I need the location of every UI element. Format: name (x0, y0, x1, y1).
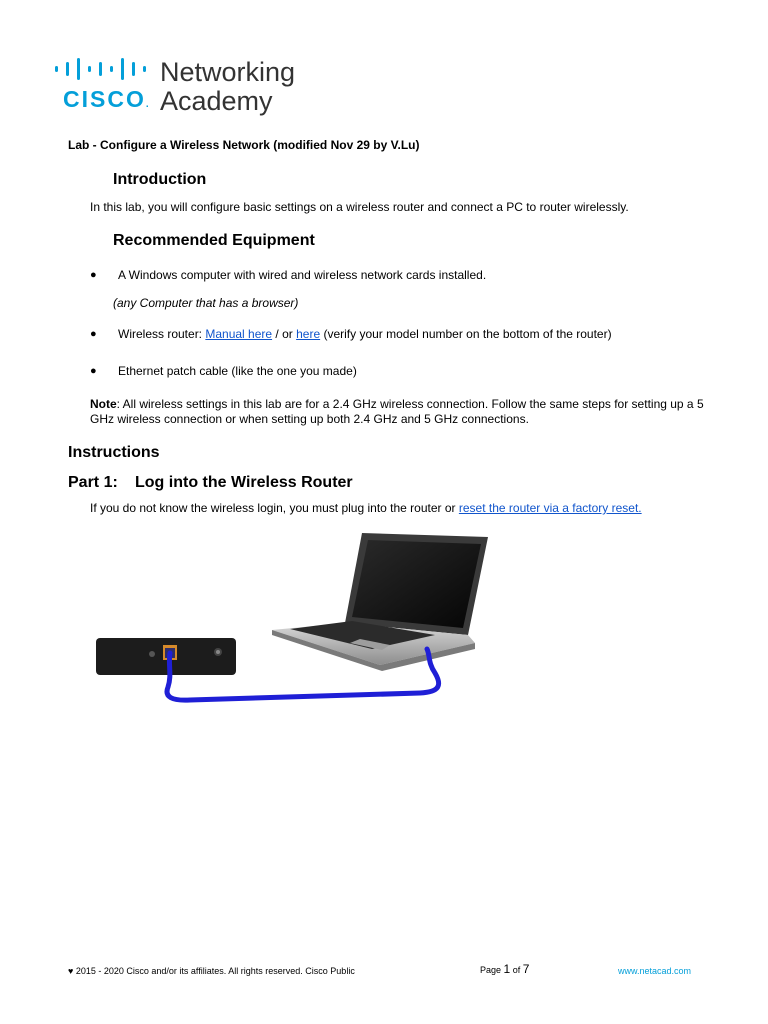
cisco-wordmark: CISCO. (63, 86, 149, 112)
router-verify-text: (verify your model number on the bottom of the router) (320, 327, 612, 341)
here-link[interactable]: here (296, 327, 321, 341)
footer-page-number (480, 962, 529, 978)
note-paragraph (90, 397, 710, 427)
part-number: Part 1: (68, 474, 118, 491)
factory-reset-link[interactable]: reset the router via a factory reset. (458, 501, 642, 515)
laptop-icon (272, 533, 488, 671)
equipment-item-cable: Ethernet patch cable (like the one you made) (118, 364, 357, 378)
introduction-text: In this lab, you will configure basic settings on a wireless router and connect a PC to router wirelessly. (90, 200, 629, 214)
equipment-item-computer: A Windows computer with wired and wireless network cards installed. (118, 268, 487, 282)
footer-website: www.netacad.com (618, 966, 692, 976)
manual-link[interactable]: Manual here (205, 327, 273, 341)
bullet-icon: ● (90, 328, 97, 340)
equipment-item-router (118, 327, 612, 342)
introduction-heading: Introduction (113, 171, 207, 188)
part-title: Log into the Wireless Router (135, 474, 353, 491)
router-laptop-illustration (90, 525, 510, 710)
instructions-heading: Instructions (68, 444, 160, 461)
page-label: Page (480, 965, 504, 975)
page-current: 1 (503, 962, 511, 976)
router-label: Wireless router: (118, 327, 206, 341)
equipment-heading: Recommended Equipment (113, 232, 315, 249)
login-paragraph (90, 501, 642, 516)
part1-heading (68, 473, 353, 493)
router-icon (96, 638, 236, 675)
login-text: If you do not know the wireless login, you must plug into the router or (90, 501, 459, 515)
lab-title: Lab - Configure a Wireless Network (modified Nov 29 by V.Lu) (68, 138, 420, 152)
logo-academy-text: Academy (160, 86, 273, 116)
bullet-icon: ● (90, 269, 97, 281)
footer-copyright: ♥ 2015 - 2020 Cisco and/or its affiliates. All rights reserved. Cisco Public (68, 966, 355, 976)
link-separator: / or (272, 327, 297, 341)
cisco-bars-icon (55, 58, 151, 80)
equipment-item-computer-note: (any Computer that has a browser) (113, 296, 299, 310)
logo-networking-text: Networking (160, 57, 296, 87)
note-label: Note (90, 397, 117, 411)
page-total: 7 (522, 962, 530, 976)
note-text: : All wireless settings in this lab are for a 2.4 GHz wireless connection. Follow the same steps for setting up a 5 GHz wireless connection or when setting up both 2.4 GHz and 5 GHz connections. (90, 397, 704, 426)
bullet-icon: ● (90, 365, 97, 377)
page-of: of (510, 965, 523, 975)
